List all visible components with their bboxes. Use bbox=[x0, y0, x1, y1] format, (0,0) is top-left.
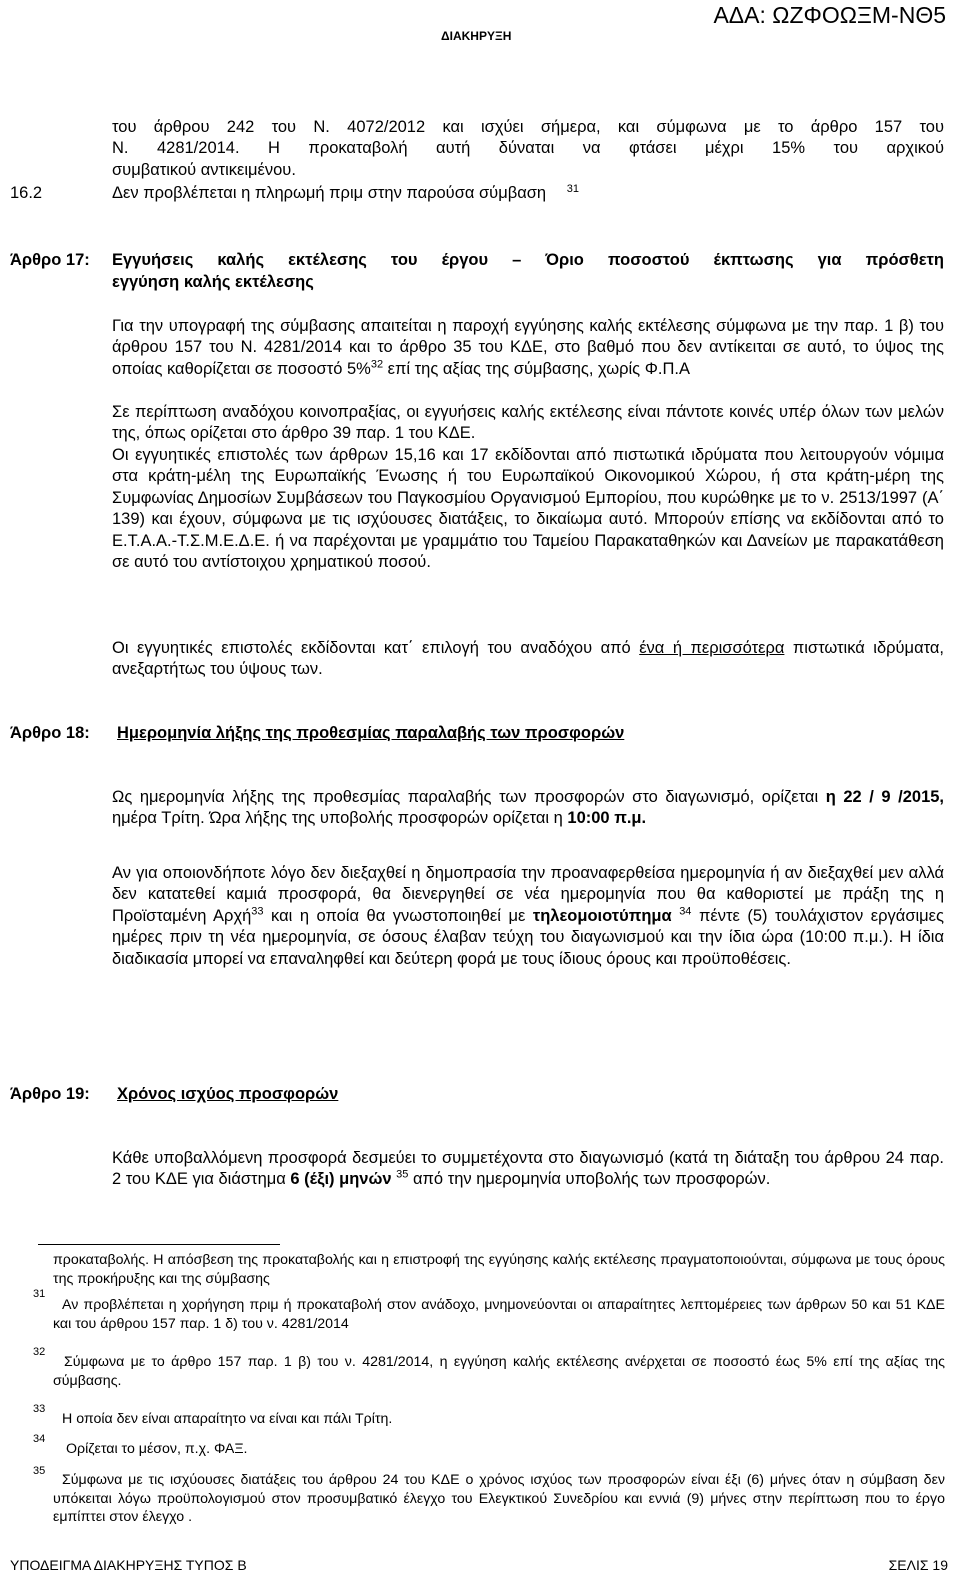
footnote-34-number: 34 bbox=[33, 1433, 46, 1445]
intro-line-1: του άρθρου 242 του Ν. 4072/2012 και ισχύει σήμερα, και σύμφωνα με το άρθρο 157 του bbox=[112, 118, 944, 136]
article-17-title bbox=[112, 249, 944, 293]
footnote-ref-32: 32 bbox=[370, 358, 384, 371]
article-18-p1-mid: ημέρα Τρίτη. Ώρα λήξης της υποβολής προσφορών ορίζεται η bbox=[112, 809, 568, 828]
footnote-separator bbox=[38, 1244, 280, 1245]
article-17-title-c: εγγύηση καλής εκτέλεσης bbox=[112, 273, 314, 291]
footnote-35-number: 35 bbox=[33, 1465, 46, 1477]
article-17-paragraph-3: Οι εγγυητικές επιστολές των άρθρων 15,16 και 17 εκδίδονται από πιστωτικά ιδρύματα που λειτουργούν νόμιμα στα κράτη-μέλη της Ευρωπαϊκής Ένωσης ή του Ευρωπαϊκού Οικονομικού Χώρου, ή στα κράτη-μέρη της Συμφωνίας Δημοσίων Συμβάσεων του Παγκοσμίου Οργανισμού Εμπορίου, που κυρώθηκε με το ν. 2513/1997 (Α΄ 139) και έχουν, σύμφωνα με τις ισχύουσες διατάξεις, το δικαίωμα αυτό. Μπορούν επίσης να εκδίδονται από το Ε.Τ.Α.Α.-Τ.Σ.Μ.Ε.Δ.Ε. ή να παρέχονται με γραμμάτιο του Ταμείου Παρακαταθηκών και Δανείων με παρακατάθεση σε αυτό του αντίστοιχου χρηματικού ποσού. bbox=[112, 446, 944, 572]
footer-page-number: ΣΕΛΙΣ 19 bbox=[888, 1557, 948, 1573]
intro-paragraph bbox=[112, 117, 944, 181]
footnote-ref-33: 33 bbox=[251, 905, 264, 918]
clause-16-2-text bbox=[112, 183, 812, 204]
article-17-p4-underline: ένα ή περισσότερα bbox=[639, 639, 785, 657]
article-18-p2-end: πέντε (5) τουλάχιστον εργάσιμες ημέρες πριν τη νέα ημερομηνία, σε όσους έλαβαν τεύχη του διαγωνισμού και την ίδια ώρα (10:00 π.μ.). Η ίδια διαδικασία μπορεί να επαναληφθεί και δεύτερη φορά με τους ίδιους όρους και προϋποθέσεις. bbox=[112, 906, 944, 968]
deadline-date: η 22 / 9 /2015, bbox=[825, 788, 945, 806]
footnote-31-number: 31 bbox=[33, 1288, 46, 1300]
article-19-label: Άρθρο 19: bbox=[10, 1085, 90, 1103]
article-18-paragraph-1 bbox=[112, 787, 944, 830]
footnote-ref-35: 35 bbox=[396, 1168, 409, 1181]
article-18-title: Ημερομηνία λήξης της προθεσμίας παραλαβής των προσφορών bbox=[117, 724, 625, 742]
footnote-ref-31: 31 bbox=[566, 182, 579, 195]
article-19-p1-text: Κάθε υποβαλλόμενη προσφορά δεσμεύει το συμμετέχοντα στο διαγωνισμό (κατά τη διάταξη του άρθρου 24 παρ. 2 του ΚΔΕ για διάστημα bbox=[112, 1149, 944, 1189]
article-17-title-a: Εγγυήσεις καλής εκτέλεσης του έργου – bbox=[112, 251, 546, 269]
article-17-p4-end: πιστωτικά ιδρύματα, ανεξαρτήτως του ύψους των. bbox=[112, 639, 945, 679]
article-19-p1-end: από την ημερομηνία υποβολής των προσφορών. bbox=[408, 1170, 771, 1189]
footnote-32-number: 32 bbox=[33, 1346, 46, 1358]
footer-document-type: ΥΠΟΔΕΙΓΜΑ ΔΙΑΚΗΡΥΞΗΣ ΤΥΠΟΣ Β bbox=[10, 1557, 247, 1573]
article-17-label: Άρθρο 17: bbox=[10, 251, 90, 269]
article-18-paragraph-2 bbox=[112, 863, 944, 970]
validity-period: 6 (έξι) μηνών bbox=[290, 1170, 392, 1189]
ada-code: ΑΔΑ: ΩΖΦΟΩΞΜ-ΝΘ5 bbox=[713, 2, 946, 28]
article-17-title-b: Όριο ποσοστού έκπτωσης για πρόσθετη bbox=[545, 251, 944, 269]
article-19-paragraph-1 bbox=[112, 1148, 944, 1191]
clause-number: 16.2 bbox=[10, 184, 43, 202]
article-17-paragraph-1 bbox=[112, 316, 944, 380]
footnote-34-text: Ορίζεται το μέσον, π.χ. ΦΑΞ. bbox=[66, 1441, 248, 1457]
article-17-p4-text: Οι εγγυητικές επιστολές εκδίδονται κατ΄ επιλογή του αναδόχου από bbox=[112, 639, 640, 657]
document-label: ΔΙΑΚΗΡΥΞΗ bbox=[441, 29, 512, 43]
article-17-paragraph-4 bbox=[112, 638, 944, 681]
article-18-label: Άρθρο 18: bbox=[10, 724, 90, 742]
footnote-continuation: προκαταβολής. Η απόσβεση της προκαταβολής και η επιστροφή της εγγύησης καλής εκτέλεσης πραγματοποιούνται, σύμφωνα με τους όρους της προκήρυξης και της σύμβασης bbox=[53, 1252, 945, 1287]
intro-line-3: συμβατικού αντικειμένου. bbox=[112, 160, 296, 179]
footnote-33-text: Η οποία δεν είναι απαραίτητο να είναι και πάλι Τρίτη. bbox=[62, 1411, 393, 1427]
article-17-p1-end: επί της αξίας της σύμβασης, χωρίς Φ.Π.Α bbox=[383, 359, 690, 378]
article-18-p1-text: Ως ημερομηνία λήξης της προθεσμίας παραλαβής των προσφορών στο διαγωνισμό, ορίζεται bbox=[112, 788, 826, 806]
footnote-31-text: Αν προβλέπεται η χορήγηση πριμ ή προκαταβολή στον ανάδοχο, μνημονεύονται οι απαραίτητες λεπτομέρειες των άρθρων 50 και 51 ΚΔΕ και του άρθρου 157 παρ. 1 δ) του ν. 4281/2014 bbox=[53, 1297, 945, 1332]
article-17-paragraph-2: Σε περίπτωση αναδόχου κοινοπραξίας, οι εγγυήσεις καλής εκτέλεσης είναι πάντοτε κοινές υπέρ όλων των μελών της, όπως ορίζεται στο άρθρο 39 παρ. 1 του ΚΔΕ. bbox=[112, 403, 944, 443]
footnote-35-text: Σύμφωνα με τις ισχύουσες διατάξεις του άρθρου 24 του ΚΔΕ ο χρόνος ισχύος των προσφορών είναι έξι (6) μήνες όταν η σύμβαση δεν υπόκειται λόγω προϋπολογισμού στον προσυμβατικό έλεγχο του Ελεγκτικού Συνεδρίου και εννιά (9) μήνες στην περίπτωση που το έργο εμπίπτει στον έλεγχο . bbox=[53, 1472, 945, 1525]
article-19-title: Χρόνος ισχύος προσφορών bbox=[117, 1085, 339, 1103]
fax-term: τηλεομοιοτύπημα bbox=[532, 906, 672, 925]
clause-text: Δεν προβλέπεται η πληρωμή πριμ στην παρούσα σύμβαση bbox=[112, 184, 547, 202]
footnote-ref-34: 34 bbox=[679, 905, 692, 918]
article-17-p1-text: Για την υπογραφή της σύμβασης απαιτείται η παροχή εγγύησης καλής εκτέλεσης σύμφωνα με την παρ. 1 β) του άρθρου 157 του Ν. 4281/2014 και το άρθρο 35 του ΚΔΕ, στο βαθμό που δεν αντίκειται σε αυτό, το ύψος της οποίας καθορίζεται σε ποσοστό 5% bbox=[112, 317, 944, 378]
footnote-33-number: 33 bbox=[33, 1403, 46, 1415]
article-18-p2-mid: και η οποία θα γνωστοποιηθεί με bbox=[263, 906, 533, 925]
intro-line-2: Ν. 4281/2014. Η προκαταβολή αυτή δύναται να φτάσει μέχρι 15% του αρχικού bbox=[112, 139, 944, 158]
footnote-32-text: Σύμφωνα με το άρθρο 157 παρ. 1 β) του ν. 4281/2014, η εγγύηση καλής εκτέλεσης ανέρχεται σε ποσοστό έως 5% επί της αξίας της σύμβασης. bbox=[53, 1354, 945, 1389]
article-18-p2-text: Αν για οποιονδήποτε λόγο δεν διεξαχθεί η δημοπρασία την προαναφερθείσα ημερομηνία ή αν διεξαχθεί μεν αλλά δεν κατατεθεί καμιά προσφορά, θα διενεργηθεί σε νέα ημερομηνία που θα καθοριστεί με πράξη της η Προϊσταμένη Αρχή bbox=[112, 864, 944, 925]
deadline-time: 10:00 π.μ. bbox=[567, 809, 647, 828]
